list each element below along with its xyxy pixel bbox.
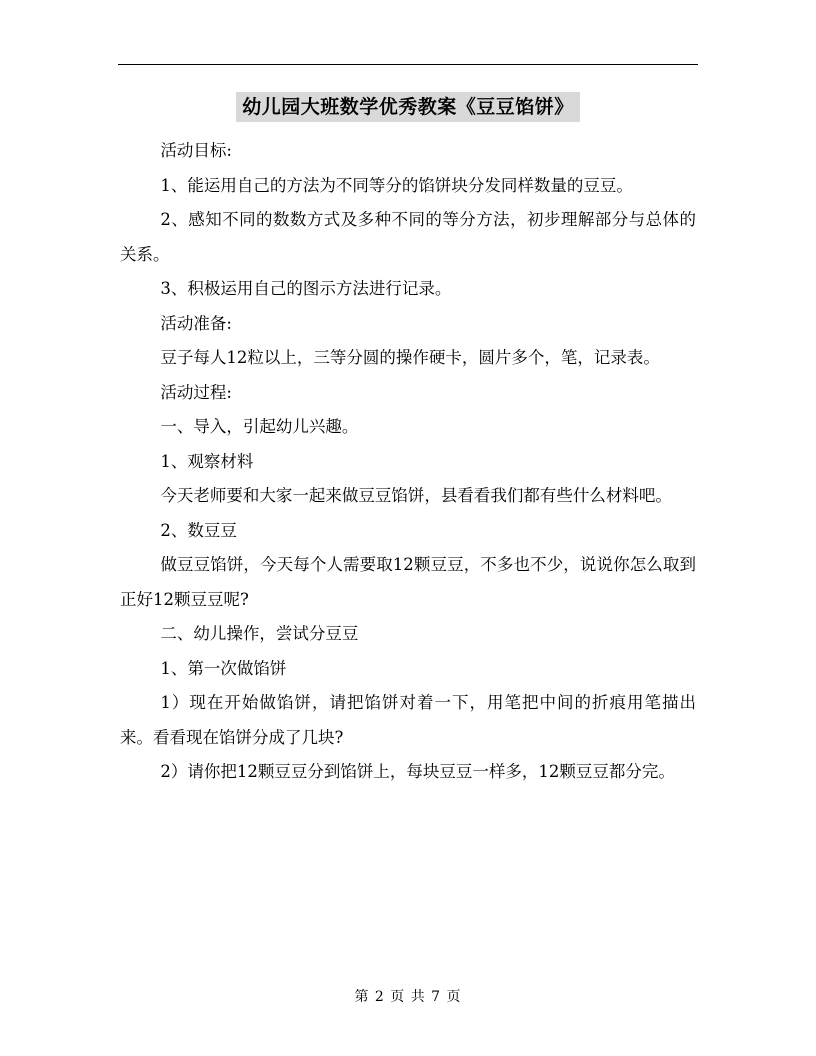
page-number: 第 2 页 共 7 页 xyxy=(354,989,462,1005)
paragraph: 1）现在开始做馅饼，请把馅饼对着一下，用笔把中间的折痕用笔描出来。看看现在馅饼分成了几块? xyxy=(120,693,696,747)
paragraph: 今天老师要和大家一起来做豆豆馅饼，县看看我们都有些什么材料吧。 xyxy=(160,486,672,505)
page-footer xyxy=(0,986,816,1006)
paragraph: 二、幼儿操作，尝试分豆豆 xyxy=(160,624,359,643)
paragraph: 活动目标: xyxy=(160,141,232,160)
paragraph: 2）请你把12颗豆豆分到馅饼上，每块豆豆一样多，12颗豆豆都分完。 xyxy=(160,762,675,781)
paragraph: 活动准备: xyxy=(160,313,232,333)
paragraph: 1、能运用自己的方法为不同等分的馅饼块分发同样数量的豆豆。 xyxy=(160,175,633,195)
title-container xyxy=(0,92,816,122)
paragraph: 一、导入，引起幼儿兴趣。 xyxy=(160,417,359,436)
paragraph: 2、数豆豆 xyxy=(160,520,237,540)
document-body xyxy=(120,134,696,790)
paragraph: 1、观察材料 xyxy=(160,451,254,471)
paragraph: 3、积极运用自己的图示方法进行记录。 xyxy=(160,279,452,298)
document-title: 幼儿园大班数学优秀教案《豆豆馅饼》 xyxy=(236,92,580,122)
paragraph: 2、感知不同的数数方式及多种不同的等分方法，初步理解部分与总体的关系。 xyxy=(120,210,696,264)
header-rule xyxy=(118,64,698,65)
paragraph: 1、第一次做馅饼 xyxy=(160,658,287,678)
paragraph: 做豆豆馅饼，今天每个人需要取12颗豆豆，不多也不少，说说你怎么取到正好12颗豆豆呢? xyxy=(120,555,696,609)
paragraph: 活动过程: xyxy=(160,382,232,402)
paragraph: 豆子每人12粒以上，三等分圆的操作硬卡，圆片多个，笔，记录表。 xyxy=(160,348,660,367)
